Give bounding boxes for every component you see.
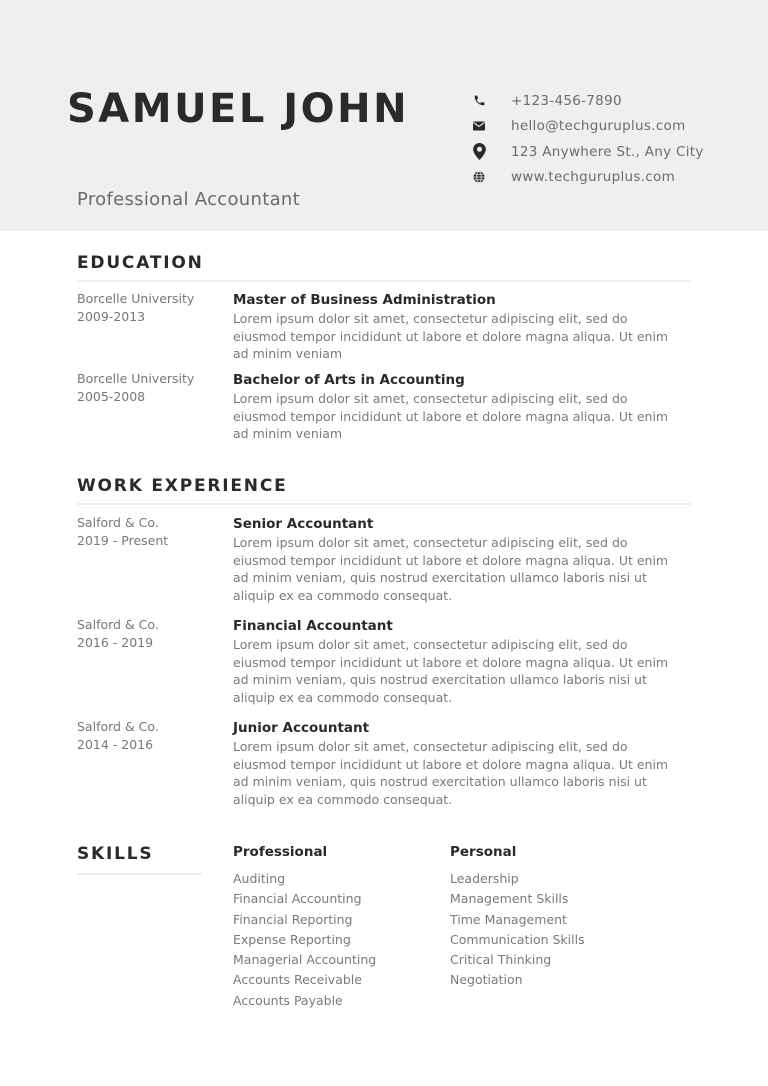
- years: 2009-2013: [77, 308, 146, 324]
- personal-skills: [450, 844, 585, 991]
- contact-email-text: hello@techguruplus.com: [511, 118, 686, 135]
- skill-item: Expense Reporting: [233, 931, 351, 947]
- contact-phone: [470, 88, 704, 114]
- personal-skills-title: Personal: [450, 844, 517, 860]
- institution: Borcelle University: [77, 291, 195, 306]
- work-experience-divider: [77, 503, 691, 505]
- skills-divider: [77, 873, 202, 875]
- role-title: Junior Accountant: [233, 720, 370, 736]
- contact-address: [470, 139, 704, 165]
- contact-phone-text: +123-456-7890: [511, 92, 622, 109]
- phone-icon: [470, 92, 488, 110]
- skill-item: Managerial Accounting: [233, 952, 377, 968]
- institution: Borcelle University: [77, 371, 195, 386]
- professional-skills: [233, 844, 376, 1011]
- contact-list: [470, 88, 704, 190]
- skill-item: Accounts Payable: [233, 992, 343, 1008]
- person-name: SAMUEL JOHN: [67, 86, 410, 132]
- description: Lorem ipsum dolor sit amet, consectetur adipiscing elit, sed do eiusmod tempor incididunt ut labore et dolore magna aliqua. Ut enim ad minim veniam: [233, 391, 669, 441]
- years: 2014 - 2016: [77, 736, 154, 752]
- contact-website-text: www.techguruplus.com: [511, 169, 676, 186]
- job-title: Professional Accountant: [77, 189, 300, 210]
- email-icon: [470, 117, 488, 135]
- skill-item: Financial Accounting: [233, 891, 362, 907]
- skill-item: Critical Thinking: [450, 952, 552, 968]
- years: 2019 - Present: [77, 532, 169, 548]
- skill-item: Communication Skills: [450, 931, 585, 947]
- degree-title: Master of Business Administration: [233, 292, 496, 308]
- professional-skills-title: Professional: [233, 844, 328, 860]
- description: Lorem ipsum dolor sit amet, consectetur adipiscing elit, sed do eiusmod tempor incididunt ut labore et dolore magna aliqua. Ut enim ad minim veniam, quis nostrud exercitation ullamco laboris nisi ut aliquip ex ea commodo consequat.: [233, 637, 669, 705]
- skill-item: Negotiation: [450, 972, 523, 988]
- education-divider: [77, 280, 691, 282]
- description: Lorem ipsum dolor sit amet, consectetur adipiscing elit, sed do eiusmod tempor incididunt ut labore et dolore magna aliqua. Ut enim ad minim veniam, quis nostrud exercitation ullamco laboris nisi ut aliquip ex ea commodo consequat.: [233, 535, 669, 603]
- role-title: Senior Accountant: [233, 516, 374, 532]
- work-experience-heading: WORK EXPERIENCE: [77, 476, 288, 496]
- skill-item: Auditing: [233, 871, 286, 886]
- contact-email: [470, 114, 704, 140]
- years: 2005-2008: [77, 388, 146, 404]
- globe-icon: [470, 168, 488, 186]
- company: Salford & Co.: [77, 719, 159, 734]
- skill-item: Time Management: [450, 911, 567, 927]
- skill-item: Financial Reporting: [233, 911, 353, 927]
- education-heading: EDUCATION: [77, 253, 204, 273]
- skill-item: Management Skills: [450, 891, 569, 907]
- role-title: Financial Accountant: [233, 618, 393, 634]
- company: Salford & Co.: [77, 515, 159, 530]
- location-pin-icon: [470, 143, 488, 161]
- description: Lorem ipsum dolor sit amet, consectetur adipiscing elit, sed do eiusmod tempor incididunt ut labore et dolore magna aliqua. Ut enim ad minim veniam: [233, 311, 669, 361]
- skills-heading: SKILLS: [77, 844, 154, 864]
- skill-item: Leadership: [450, 871, 519, 886]
- degree-title: Bachelor of Arts in Accounting: [233, 372, 465, 388]
- contact-address-text: 123 Anywhere St., Any City: [511, 143, 704, 160]
- years: 2016 - 2019: [77, 634, 154, 650]
- description: Lorem ipsum dolor sit amet, consectetur adipiscing elit, sed do eiusmod tempor incididunt ut labore et dolore magna aliqua. Ut enim ad minim veniam, quis nostrud exercitation ullamco laboris nisi ut aliquip ex ea commodo consequat.: [233, 739, 669, 807]
- company: Salford & Co.: [77, 617, 159, 632]
- header-banner: [0, 0, 768, 231]
- contact-website: [470, 165, 704, 191]
- skill-item: Accounts Receivable: [233, 972, 362, 988]
